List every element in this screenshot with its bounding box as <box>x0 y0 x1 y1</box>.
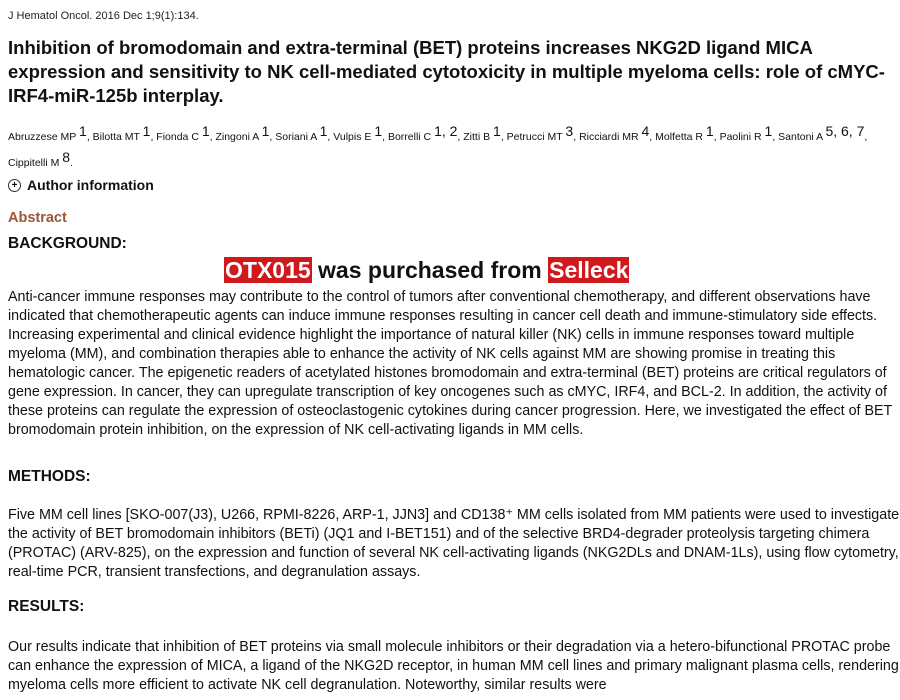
citation: J Hematol Oncol. 2016 Dec 1;9(1):134. <box>8 10 199 22</box>
affiliation-number[interactable]: 1 <box>764 123 773 139</box>
affiliation-number[interactable]: 1 <box>493 123 501 139</box>
affiliation-number[interactable]: 1 <box>79 123 87 139</box>
affiliation-number[interactable]: 3 <box>565 123 574 139</box>
author-link[interactable]: Soriani A <box>275 131 317 143</box>
article-title: Inhibition of bromodomain and extra-terminal (BET) proteins increases NKG2D ligand MICA expression and sensitivity to NK cell-mediated cytotoxicity in multiple myeloma cells: role of cMYC-IRF4-miR-125b interplay. <box>8 37 885 106</box>
author-information-label: Author information <box>27 177 154 193</box>
expand-plus-icon: + <box>8 179 21 192</box>
background-heading: BACKGROUND: <box>8 235 127 252</box>
author-link[interactable]: Petrucci MT <box>506 131 563 143</box>
author-link[interactable]: Cippitelli M <box>8 157 60 169</box>
background-text: Anti-cancer immune responses may contribute to the control of tumors after conventional chemotherapy, and different observations have indicated that chemotherapeutic agents can induce immune responses resulting in cancer cell death and immune-stimulatory side effects. Increasing experimental and clinical evidence highlight the importance of natural killer (NK) cells in immune responses toward multiple myeloma (MM), and combination therapies able to enhance the activity of NK cells against MM are showing promise in treating this hematologic cancer. The epigenetic readers of acetylated histones bromodomain and extra-terminal (BET) proteins are critical regulators of gene expression. In cancer, they can upregulate transcription of key oncogenes such as cMYC, IRF4, and BCL-2. In addition, the activity of these proteins can regulate the expression of osteoclastogenic cytokines during cancer progression. Here, we investigated the effect of BET bromodomain protein inhibition, on the expression of NK cell-activating ligands in MM cells. <box>8 289 893 438</box>
affiliation-number[interactable]: 1, 2 <box>434 123 458 139</box>
methods-heading: METHODS: <box>8 468 91 485</box>
author-link[interactable]: Fionda C <box>156 131 199 143</box>
affiliation-number[interactable]: 1 <box>319 123 328 139</box>
vendor-name[interactable]: Selleck <box>549 257 629 283</box>
product-name: OTX015 <box>225 257 311 283</box>
results-heading: RESULTS: <box>8 598 85 615</box>
affiliation-number[interactable]: 1 <box>201 123 210 139</box>
affiliation-number[interactable]: 5, 6, 7 <box>825 123 865 139</box>
affiliation-number[interactable]: 1 <box>142 123 151 139</box>
author-link[interactable]: Bilotta MT <box>92 131 140 143</box>
affiliation-number[interactable]: 1 <box>374 123 383 139</box>
affiliation-number[interactable]: 8 <box>62 149 71 165</box>
methods-text: Five MM cell lines [SKO-007(J3), U266, RPMI-8226, ARP-1, JJN3] and CD138⁺ MM cells isolated from MM patients were used to investigate the activity of BET bromodomain inhibitors (BETi) (JQ1 and I-BET151) and of the selective BRD4-degrader proteolysis targeting chimera (PROTAC) (ARV-825), on the expression and function of several NK cell-activating ligands (NKG2DLs and DNAM-1Ls), using flow cytometry, real-time PCR, transient transfections, and degranulation assays. <box>8 507 900 580</box>
author-link[interactable]: Molfetta R <box>655 131 703 143</box>
author-link[interactable]: Borrelli C <box>387 131 432 143</box>
affiliation-number[interactable]: 4 <box>641 123 650 139</box>
affiliation-number[interactable]: 1 <box>705 123 714 139</box>
author-link[interactable]: Abruzzese MP <box>8 131 77 143</box>
author-link[interactable]: Zingoni A <box>215 131 259 143</box>
author-link[interactable]: Zitti B <box>463 131 491 143</box>
abstract-heading: Abstract <box>8 210 67 226</box>
author-link[interactable]: Paolini R <box>719 131 762 143</box>
author-list: Abruzzese MP $^1$, Bilotta MT $^1$, Fionda C $^1$, Zingoni A $^1$, Soriani A $^1$, Vulpis E $^1$, Borrelli C $^{1, 2}$, Zitti B $^1$, Petrucci MT $^3$, Ricciardi MR $^4$, Molfetta R $^1$, Paolini R $^1$, Santoni A $^{5, 6, 7}$, Cippitelli M $^8$. <box>8 123 868 169</box>
author-information-toggle[interactable] <box>8 177 154 193</box>
author-link[interactable]: Ricciardi MR <box>579 131 639 143</box>
banner-text: was purchased from <box>311 257 549 283</box>
affiliation-number[interactable]: 1 <box>261 123 270 139</box>
results-text: Our results indicate that inhibition of BET proteins via small molecule inhibitors or their degradation via a hetero-bifunctional PROTAC probe can enhance the expression of MICA, a ligand of the NKG2D receptor, in human MM cell lines and primary malignant plasma cells, rendering myeloma cells more efficient to activate NK cell degranulation. Noteworthy, similar results were <box>8 639 899 693</box>
author-link[interactable]: Vulpis E <box>333 131 372 143</box>
purchase-banner <box>224 256 629 284</box>
author-link[interactable]: Santoni A <box>778 131 823 143</box>
